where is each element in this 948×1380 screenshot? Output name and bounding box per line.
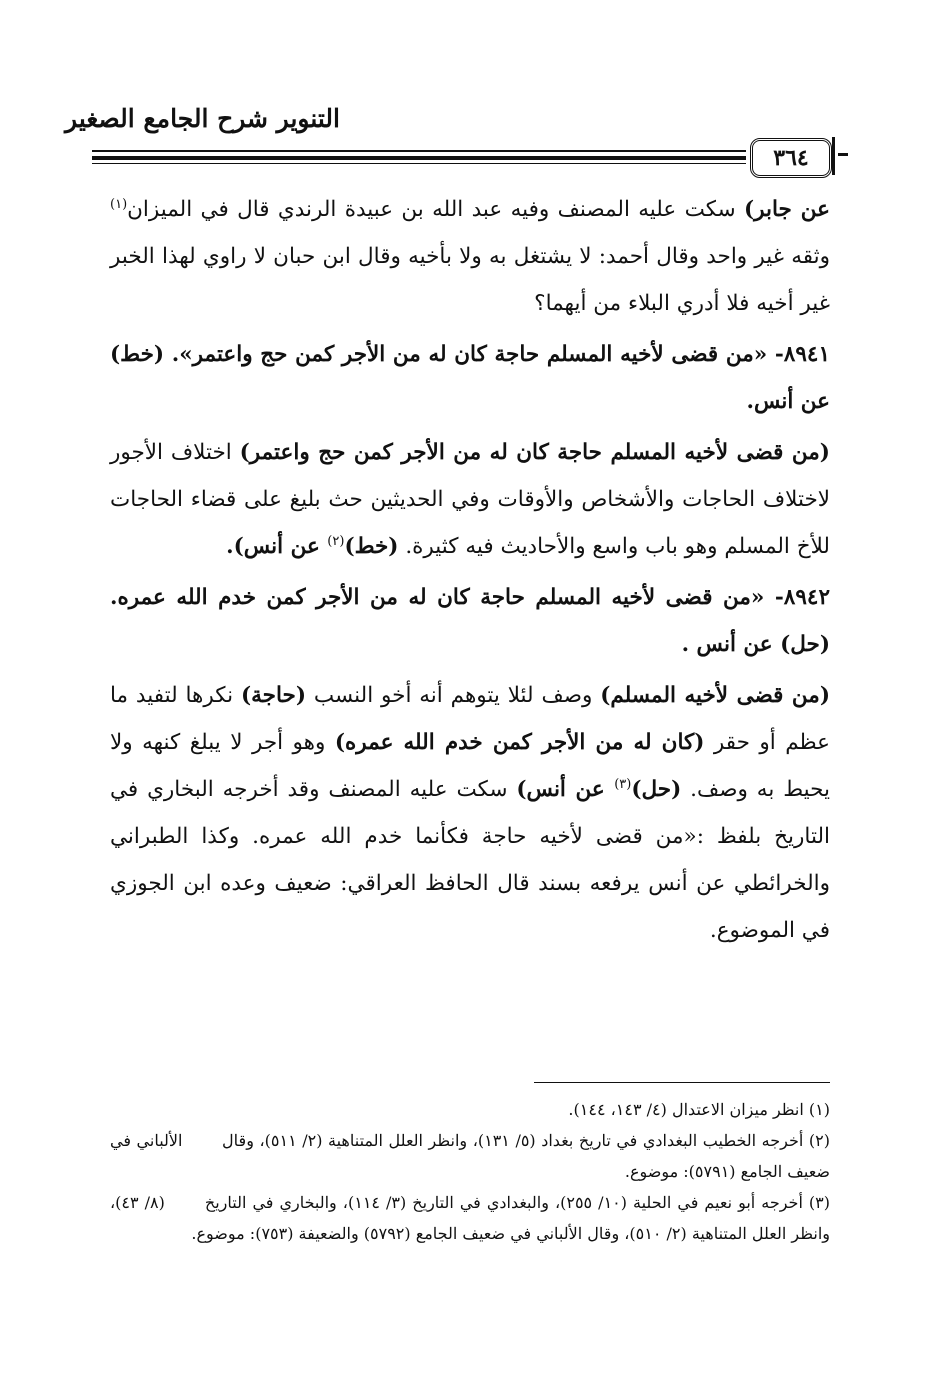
footnote-text: (٨/ ٤٣)، وانظر العلل المتناهية (٢/ ٥١٠)، وقال الألباني في ضعيف الجامع (٥٧٩٢) والضعيفة (٧٥٣): موضوع. <box>110 1193 830 1243</box>
bold-phrase: عن أنس). <box>226 534 328 559</box>
text-run: وصف لئلا يتوهم أنه أخو النسب <box>306 683 601 708</box>
running-title: التنوير شرح الجامع الصغير <box>65 104 340 133</box>
text-run: سكت عليه المصنف وفيه عبد الله بن عبيدة الرندي قال في الميزان <box>127 197 744 222</box>
main-text <box>110 186 830 954</box>
footnote-separator <box>534 1082 830 1083</box>
page-box-ornament <box>838 153 848 156</box>
footnote-text: (٢) أخرجه الخطيب البغدادي في تاريخ بغداد (٥/ ١٣١)، وانظر العلل المتناهية (٢/ ٥١١)، وقال <box>222 1131 830 1150</box>
footnote-text: (٣) أخرجه أبو نعيم في الحلية (١٠/ ٢٥٥)، والبغدادي في التاريخ (٣/ ١١٤)، والبخاري في التاريخ <box>204 1193 830 1212</box>
bold-phrase: (حل) <box>631 777 682 802</box>
commentary-paragraph <box>110 186 830 327</box>
footnote-text: الألباني في ضعيف الجامع (٥٧٩١): موضوع. <box>110 1131 830 1181</box>
footnote-mark: (٣) <box>614 776 632 792</box>
commentary-paragraph <box>110 429 830 570</box>
footnote-mark: (١) <box>110 196 128 212</box>
hadith-heading: ٨٩٤٢- «من قضى لأخيه المسلم حاجة كان له من الأجر كمن خدم الله عمره. (حل) عن أنس . <box>110 585 830 657</box>
footnote-mark: (٢) <box>327 533 345 549</box>
footnote <box>110 1094 830 1125</box>
bold-phrase: (حاجة) <box>240 683 306 708</box>
bold-phrase: عن جابر) <box>743 197 830 222</box>
bold-phrase: (من قضى لأخيه المسلم حاجة كان له من الأجر كمن حج واعتمر) <box>239 440 830 465</box>
page-box-ornament <box>832 137 835 175</box>
text-run: وهو أجر لا يبلغ كنهه ولا يحيط به وصف. <box>110 730 830 802</box>
commentary-paragraph <box>110 672 830 954</box>
text-run: نكرها لتفيد ما عظم أو حقر <box>110 683 830 755</box>
bold-phrase: (من قضى لأخيه المسلم) <box>600 683 830 708</box>
footnote <box>110 1187 830 1249</box>
bold-phrase: (كان له من الأجر كمن خدم الله عمره) <box>334 730 705 755</box>
header-rule <box>92 156 746 160</box>
footnote <box>110 1125 830 1187</box>
footnote-text: (١) انظر ميزان الاعتدال (٤/ ١٤٣، ١٤٤). <box>568 1100 830 1119</box>
bold-phrase: (خط) <box>344 534 399 559</box>
bold-phrase: عن أنس) <box>516 777 615 802</box>
header-rule <box>92 163 746 164</box>
page-number: ٣٦٤ <box>750 138 832 178</box>
footnotes <box>110 1094 830 1249</box>
hadith-heading: ٨٩٤١- «من قضى لأخيه المسلم حاجة كان له من الأجر كمن حج واعتمر». (خط) عن أنس. <box>110 342 830 414</box>
text-run: وثقه غير واحد وقال أحمد: لا يشتغل به ولا بأخيه وقال ابن حبان لا راوي لهذا الخبر غير أخيه فلا أدري البلاء من أيهما؟ <box>110 244 830 316</box>
text-run: اختلاف الأجور لاختلاف الحاجات والأشخاص والأوقات وفي الحديثين حث بليغ على قضاء الحاجات للأخ المسلم وهو باب واسع والأحاديث فيه كثيرة. <box>110 440 830 559</box>
header-rule <box>92 150 746 152</box>
text-run: سكت عليه المصنف وقد أخرجه البخاري في التاريخ بلفظ :«من قضى لأخيه حاجة فكأنما خدم الله عمره. وكذا الطبراني والخرائطي عن أنس يرفعه بسند قال الحافظ العراقي: ضعيف وعده ابن الجوزي في الموضوع. <box>110 777 830 943</box>
